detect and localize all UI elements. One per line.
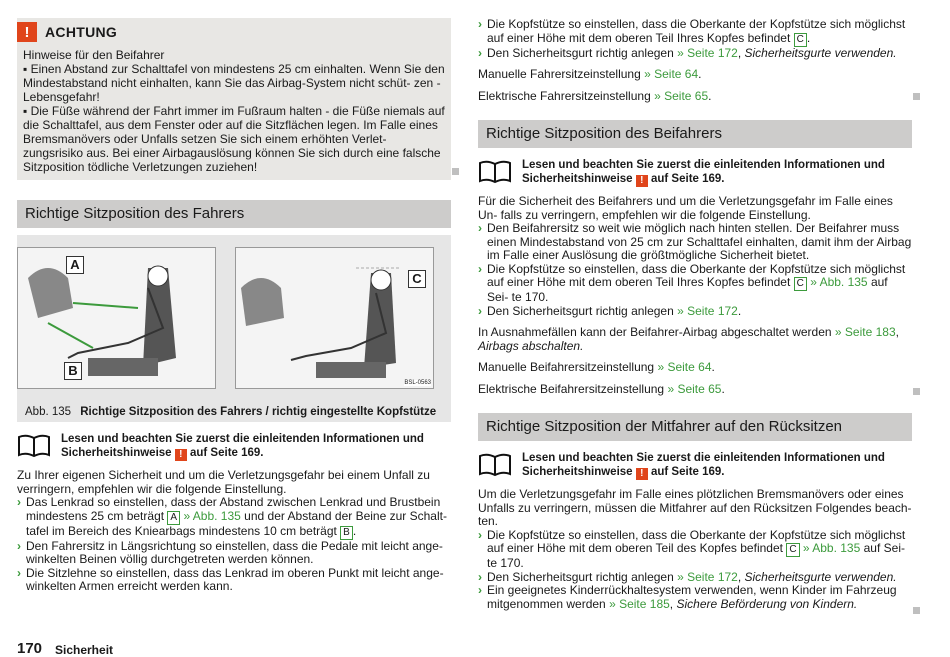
figure-link[interactable]: » Abb. 135	[810, 275, 868, 289]
page-link[interactable]: » Seite 64	[657, 360, 712, 374]
list-item-text: Den Sicherheitsgurt richtig anlegen	[487, 303, 674, 318]
figure-caption	[17, 400, 451, 422]
list-item-text: Die Kopfstütze so einstellen, dass die Oberkante der Kopfstütze sich möglichst auf einer Höhe mit dem oberen Teil Ihres Kopfes befindet	[487, 261, 906, 289]
chevron-right-icon: ›	[478, 261, 482, 276]
page-link[interactable]: » Seite 65	[654, 88, 709, 103]
chevron-right-icon: ›	[478, 303, 482, 318]
intro-paragraph: Um die Verletzungsgefahr im Falle eines plötzlichen Bremsmanövers oder eines Unfalls zu verringern, müssen die Mitfahrer auf den Rücksitzen Folgendes beach- ten.	[478, 487, 912, 528]
page-number: 170	[17, 640, 43, 657]
link-title: Sicherheitsgurte verwenden.	[744, 45, 897, 60]
figure-ref-box: B	[340, 526, 353, 540]
end-marker	[913, 93, 920, 100]
chevron-right-icon: ›	[478, 17, 482, 31]
list-item	[17, 567, 451, 594]
list-item-text: Den Sicherheitsgurt richtig anlegen	[487, 569, 674, 584]
warning-icon: !	[636, 175, 648, 187]
page-link[interactable]: » Seite 64	[644, 67, 699, 81]
figure-ref-box: C	[794, 277, 807, 291]
section-label: Sicherheit	[55, 643, 114, 657]
warning-line: ▪ Einen Abstand zur Schalttafel von mindestens 25 cm einhalten. Wenn Sie den Mindestabstand nicht einhalten, kann Sie das Airbag-System nicht schüt- zen - Lebensgefahr!	[23, 62, 445, 104]
cross-ref: Elektrische Beifahrersitzeinstellung » Seite 65.	[478, 381, 725, 396]
list-item-text: Den Sicherheitsgurt richtig anlegen	[487, 45, 674, 60]
end-marker	[913, 388, 920, 395]
chevron-right-icon: ›	[478, 45, 482, 60]
link-title: Airbags abschalten.	[478, 338, 584, 353]
figure-label-c: C	[408, 270, 426, 288]
chevron-right-icon: ›	[17, 565, 21, 580]
list-item-text: und der Abstand der Beine zur Schalt- tafel im Bereich des Kniearbags mindestens 10 cm beträgt	[26, 508, 447, 538]
list-item-text: Die Sitzlehne so einstellen, dass das Lenkrad im oberen Punkt mit leicht ange- winkelten Armen erreicht werden kann.	[26, 565, 444, 593]
headrest-illustration	[236, 248, 433, 388]
list-item-text: Den Beifahrersitz so weit wie möglich nach hinten stellen. Der Beifahrer muss einen Mindestabstand von 25 cm zur Schalttafel einhalten, damit ihm der Airbag im Falle einer Auslösung die größtmögliche Sicherheit bietet.	[487, 221, 912, 262]
right-column	[478, 18, 912, 611]
caption-number: Abb. 135	[25, 406, 72, 418]
list-item-text: Die Kopfstütze so einstellen, dass die Oberkante der Kopfstütze sich möglichst auf einer Höhe mit dem oberen Teil des Kopfes befindet	[487, 527, 906, 555]
list-item	[478, 529, 912, 571]
warning-line: Hinweise für den Beifahrer	[23, 48, 165, 62]
list-item-text: auf Sei- te 170.	[487, 275, 888, 304]
list-item	[478, 222, 912, 263]
list-item: › Den Sicherheitsgurt richtig anlegen » Seite 172.	[478, 303, 742, 318]
cross-ref: Manuelle Fahrersitzeinstellung » Seite 64.	[478, 67, 702, 81]
figure-link[interactable]: » Abb. 135	[183, 508, 241, 523]
page-link[interactable]: » Seite 185	[609, 596, 670, 611]
warning-header	[17, 22, 445, 42]
chevron-right-icon: ›	[478, 221, 482, 235]
note-page-ref: auf Seite 169.	[650, 173, 725, 185]
page-link[interactable]: » Seite 172	[677, 303, 738, 318]
warning-icon: !	[636, 468, 648, 480]
chevron-right-icon: ›	[478, 569, 482, 584]
cross-ref-text: Manuelle Beifahrersitzeinstellung	[478, 360, 655, 374]
page-link[interactable]: » Seite 65	[667, 381, 722, 396]
figure-ref-box: C	[786, 543, 799, 557]
figure-ref-box: C	[794, 33, 807, 47]
note-text: Lesen und beachten Sie zuerst die einleitenden Informationen und Sicherheitshinweise	[61, 433, 424, 459]
note-page-ref: auf Seite 169.	[650, 466, 725, 478]
end-marker	[452, 168, 459, 175]
note-page-ref: auf Seite 169.	[189, 447, 264, 459]
page-link[interactable]: » Seite 183	[834, 325, 896, 339]
book-icon	[17, 434, 51, 458]
chevron-right-icon: ›	[17, 538, 21, 553]
cross-ref: Elektrische Fahrersitzeinstellung » Seite 65.	[478, 88, 712, 103]
figure-label-a: A	[66, 256, 84, 274]
page-link[interactable]: » Seite 172	[677, 569, 738, 584]
figure	[17, 235, 451, 400]
note-text: Lesen und beachten Sie zuerst die einleitenden Informationen und Sicherheitshinweise	[522, 452, 885, 478]
chevron-right-icon: ›	[478, 527, 482, 542]
cross-ref-text: Elektrische Fahrersitzeinstellung	[478, 88, 651, 103]
list-item: › Den Sicherheitsgurt richtig anlegen » Seite 172, Sicherheitsgurte verwenden.	[478, 569, 897, 584]
warning-icon: !	[175, 449, 187, 461]
list-item: › Die Kopfstütze so einstellen, dass die Oberkante der Kopfstütze sich möglichst auf einer Höhe mit dem oberen Teil Ihres Kopfes befindet C .	[478, 17, 906, 45]
section-heading: Richtige Sitzposition des Fahrers	[17, 200, 451, 228]
list-item: › Den Sicherheitsgurt richtig anlegen » Seite 172, Sicherheitsgurte verwenden.	[478, 45, 897, 60]
warning-title: ACHTUNG	[45, 24, 118, 40]
driver-illustration	[18, 248, 215, 388]
cross-ref-text: Elektrische Beifahrersitzeinstellung	[478, 381, 665, 396]
note-text: Lesen und beachten Sie zuerst die einleitenden Informationen und Sicherheitshinweise	[522, 159, 885, 185]
cross-ref: In Ausnahmefällen kann der Beifahrer-Airbag abgeschaltet werden » Seite 183, Airbags abschalten.	[478, 325, 899, 353]
figure-panel-left	[17, 247, 216, 389]
list-item-text: Ein geeignetes Kinderrückhaltesystem verwenden, wenn Kinder im Fahrzeug mitgenommen werden	[487, 583, 897, 611]
figure-link[interactable]: » Abb. 135	[802, 541, 861, 555]
figure-ref-box: A	[167, 511, 180, 525]
list-item	[478, 263, 912, 305]
figure-label-b: B	[64, 362, 82, 380]
section-heading: Richtige Sitzposition des Beifahrers	[478, 120, 912, 148]
warning-line: ▪ Die Füße während der Fahrt immer im Fußraum halten - die Füße niemals auf die Schalttafel, aus dem Fenster oder auf die Sitzflächen legen. Im Falle eines Bremsmanövers oder Unfalls setzen Sie sich einem erhöhten Verlet- zungsrisiko aus. Bei einer Airbagauslösung können Sie sich durch eine falsche Sitzposition tödliche Verletzungen zuziehen!	[23, 104, 445, 174]
cross-ref-text: In Ausnahmefällen kann der Beifahrer-Airbag abgeschaltet werden	[478, 325, 832, 339]
book-icon	[478, 453, 512, 477]
end-marker	[913, 607, 920, 614]
chevron-right-icon: ›	[478, 583, 482, 597]
figure-panel-right	[235, 247, 434, 389]
warning-icon: !	[17, 22, 37, 42]
cross-ref-text: Manuelle Fahrersitzeinstellung	[478, 67, 641, 81]
link-title: Sicherheitsgurte verwenden.	[744, 569, 897, 584]
figure-code: BSL-0563	[404, 380, 431, 386]
caption-text: Richtige Sitzposition des Fahrers / richtig eingestellte Kopfstütze	[80, 406, 437, 418]
warning-box	[17, 18, 451, 180]
list-item-text: Die Kopfstütze so einstellen, dass die Oberkante der Kopfstütze sich möglichst auf einer Höhe mit dem oberen Teil Ihres Kopfes befindet	[487, 17, 906, 45]
link-title: Sichere Beförderung von Kindern.	[676, 596, 858, 611]
page-link[interactable]: » Seite 172	[677, 45, 738, 60]
list-item	[17, 540, 451, 567]
read-first-note	[478, 451, 912, 480]
list-item-text: auf Sei- te 170.	[487, 541, 905, 570]
read-first-note	[478, 158, 912, 187]
chevron-right-icon: ›	[17, 495, 21, 509]
intro-paragraph: Für die Sicherheit des Beifahrers und um die Verletzungsgefahr im Falle eines Un- falls zu verringern, empfehlen wir die folgende Einstellung.	[478, 194, 893, 222]
list-item-text: Den Fahrersitz in Längsrichtung so einstellen, dass die Pedale mit leicht ange- winkelten Beinen völlig durchgetreten werden können.	[26, 538, 443, 566]
read-first-note	[17, 432, 451, 461]
intro-paragraph: Zu Ihrer eigenen Sicherheit und um die Verletzungsgefahr bei einem Unfall zu verringern, empfehlen wir die folgende Einstellung.	[17, 468, 430, 496]
list-item: › Das Lenkrad so einstellen, dass der Abstand zwischen Lenkrad und Brustbein mindestens 25 cm beträgt A » Abb. 135 und der Abstand der Beine zur Schalt- tafel im Bereich des Kniearbags mindestens 10 cm beträgt B .	[17, 495, 447, 538]
list-item-text: Das Lenkrad so einstellen, dass der Abstand zwischen Lenkrad und Brustbein mindestens 25 cm beträgt	[26, 495, 441, 523]
list-item: › Ein geeignetes Kinderrückhaltesystem verwenden, wenn Kinder im Fahrzeug mitgenommen werden » Seite 185, Sichere Beförderung von Kindern.	[478, 583, 897, 611]
book-icon	[478, 160, 512, 184]
section-heading: Richtige Sitzposition der Mitfahrer auf den Rücksitzen	[478, 413, 912, 441]
left-column	[17, 18, 451, 594]
cross-ref: Manuelle Beifahrersitzeinstellung » Seite 64.	[478, 360, 715, 374]
